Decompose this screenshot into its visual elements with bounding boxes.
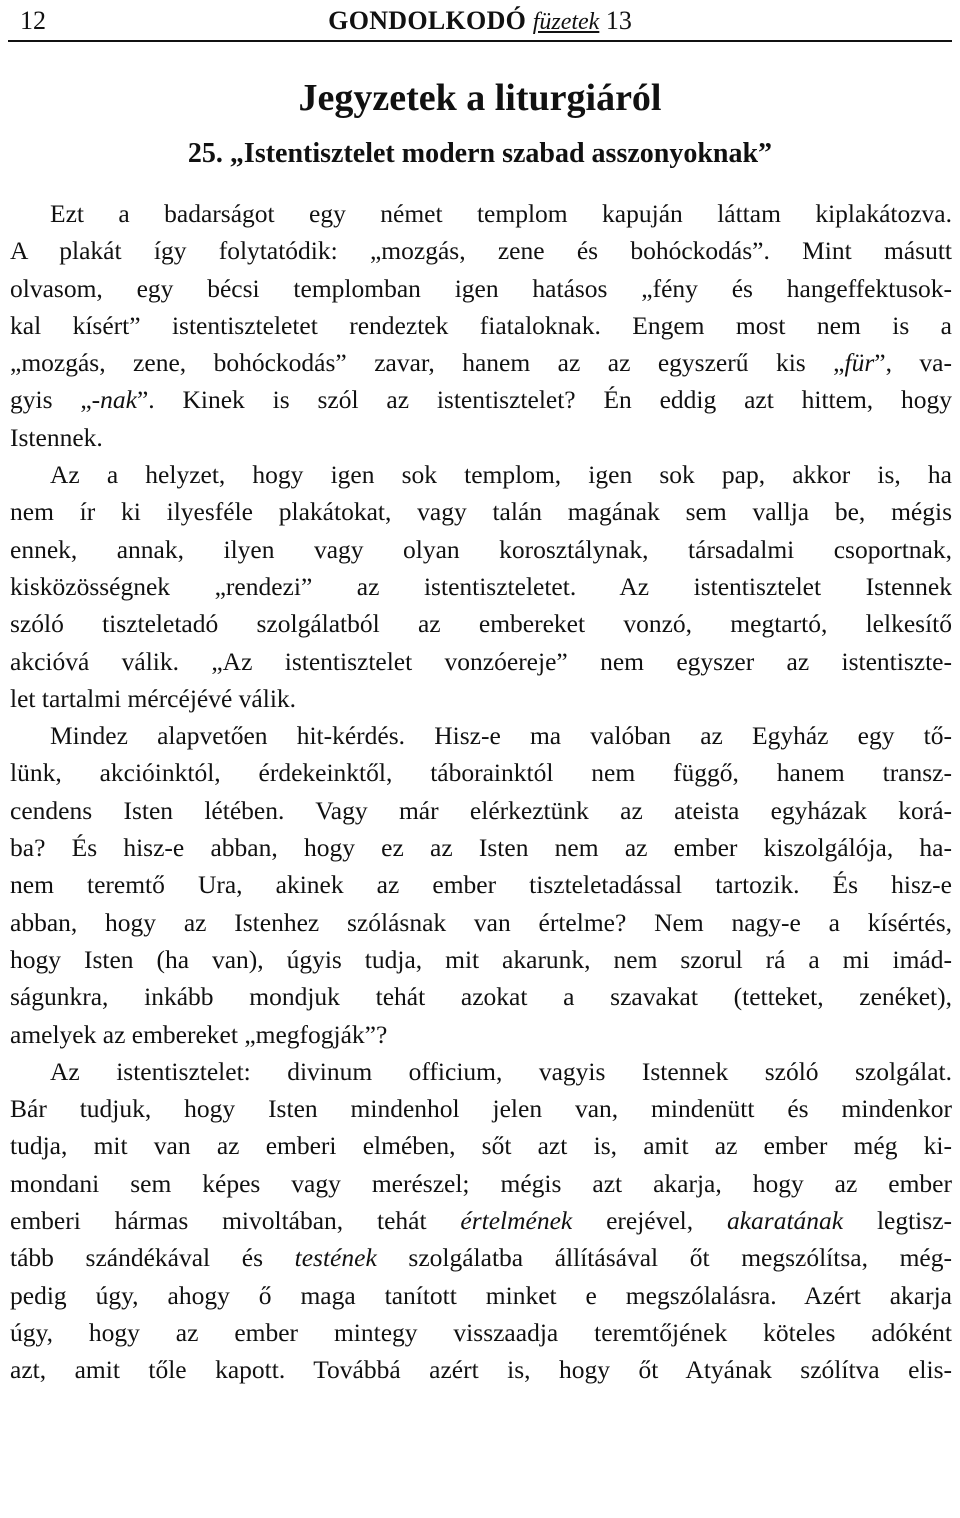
text-line bbox=[10, 1314, 952, 1351]
text-line bbox=[10, 493, 952, 530]
text-line bbox=[10, 941, 952, 978]
text-line bbox=[10, 270, 952, 307]
text-run: tudja, mit van az emberi elmében, sőt azt is, amit az ember még ki- bbox=[10, 1131, 952, 1161]
page-header bbox=[8, 4, 952, 42]
text-run: legtisz- bbox=[843, 1206, 953, 1236]
text-run: ”, va- bbox=[874, 348, 952, 378]
journal-subtitle: füzetek bbox=[532, 9, 600, 35]
text-line bbox=[10, 1053, 952, 1090]
text-line bbox=[10, 456, 952, 493]
text-line bbox=[10, 1277, 952, 1314]
text-line bbox=[10, 232, 952, 269]
italic-word: -nak bbox=[91, 385, 137, 415]
running-head bbox=[8, 6, 952, 36]
text-line bbox=[10, 680, 952, 717]
text-run: Ezt a badarságot egy német templom kapuján láttam kiplakátozva. bbox=[50, 199, 952, 228]
text-line bbox=[10, 978, 952, 1015]
text-line bbox=[10, 344, 952, 381]
italic-word: für bbox=[844, 348, 875, 378]
text-line bbox=[10, 605, 952, 642]
text-run: szóló tiszteletadó szolgálatból az embereket vonzó, megtartó, lelkesítő bbox=[10, 609, 952, 639]
page-number: 12 bbox=[20, 6, 46, 35]
text-line bbox=[10, 1090, 952, 1127]
text-run: ennek, annak, ilyen vagy olyan korosztálynak, társadalmi csoportnak, bbox=[10, 534, 952, 564]
italic-word: testének bbox=[294, 1243, 377, 1273]
text-run: olvasom, egy bécsi templomban igen hatásos „fény és hangeffektusok- bbox=[10, 273, 952, 303]
text-run: úgy, hogy az ember mintegy visszaadja teremtőjének köteles adóként bbox=[10, 1317, 952, 1347]
text-run: amelyek az embereket „megfogják”? bbox=[10, 1019, 388, 1049]
text-run: ba? És hisz-e abban, hogy ez az Isten nem az ember kiszolgálója, ha- bbox=[10, 833, 952, 863]
text-run: Mindez alapvetően hit-kérdés. Hisz-e ma valóban az Egyház egy tő- bbox=[50, 721, 952, 751]
text-line bbox=[10, 1165, 952, 1202]
text-run: erejével, bbox=[572, 1206, 727, 1236]
text-line bbox=[10, 1127, 952, 1164]
article-title: Jegyzetek a liturgiáról bbox=[298, 77, 662, 119]
text-line bbox=[10, 829, 952, 866]
text-run: nem ír ki ilyesféle plakátokat, vagy talán magának sem vallja be, mégis bbox=[10, 497, 952, 527]
text-run: azt, amit tőle kapott. Továbbá azért is, hogy őt Atyának szólítva elis- bbox=[10, 1355, 952, 1385]
text-line bbox=[10, 792, 952, 829]
text-run: tább szándékával és bbox=[10, 1243, 295, 1273]
text-line bbox=[10, 1351, 952, 1388]
text-line bbox=[10, 195, 952, 232]
text-run: Az istentisztelet: divinum officium, vagyis Istennek szóló szolgálat. bbox=[50, 1056, 952, 1086]
issue-number: 13 bbox=[605, 6, 632, 35]
text-run: abban, hogy az Istenhez szólásnak van értelme? Nem nagy-e a kísértés, bbox=[10, 907, 952, 937]
text-line bbox=[10, 754, 952, 791]
italic-word: akaratának bbox=[726, 1206, 844, 1236]
text-line bbox=[10, 307, 952, 344]
text-run: kal kísért” istentiszteletet rendeztek fiataloknak. Engem most nem is a bbox=[10, 310, 952, 340]
text-run: nem teremtő Ura, akinek az ember tiszteletadással tartozik. És hisz-e bbox=[10, 870, 952, 900]
text-run: Az a helyzet, hogy igen sok templom, igen sok pap, akkor is, ha bbox=[50, 460, 952, 490]
text-line bbox=[10, 866, 952, 903]
text-run: ”. Kinek is szól az istentisztelet? Én eddig azt hittem, hogy bbox=[136, 385, 952, 415]
italic-word: értelmének bbox=[460, 1206, 573, 1236]
text-line bbox=[10, 717, 952, 754]
text-run: emberi hármas mivoltában, tehát bbox=[10, 1206, 461, 1236]
text-run: let tartalmi mércéjévé válik. bbox=[10, 683, 297, 713]
text-line bbox=[10, 531, 952, 568]
text-run: szolgálatba állításával őt megszólítsa, még- bbox=[376, 1243, 952, 1273]
text-run: hogy Isten (ha van), úgyis tudja, mit akarunk, nem szorul rá a mi imád- bbox=[10, 944, 952, 974]
text-run: kisközösségnek „rendezi” az istentiszteletet. Az istentisztelet Istennek bbox=[10, 571, 952, 601]
text-line bbox=[10, 904, 952, 941]
text-line bbox=[10, 568, 952, 605]
text-run: „mozgás, zene, bohóckodás” zavar, hanem az az egyszerű kis „ bbox=[10, 348, 845, 378]
journal-name: GONDOLKODÓ bbox=[328, 6, 527, 35]
text-run: akcióvá válik. „Az istentisztelet vonzóereje” nem egyszer az istentiszte- bbox=[10, 646, 952, 676]
text-run: A plakát így folytatódik: „mozgás, zene és bohóckodás”. Mint másutt bbox=[10, 236, 952, 266]
text-line bbox=[10, 1016, 952, 1053]
text-line bbox=[10, 1239, 952, 1276]
text-line bbox=[10, 1202, 952, 1239]
text-line bbox=[10, 419, 952, 456]
text-run: Bár tudjuk, hogy Isten mindenhol jelen van, mindenütt és mindenkor bbox=[10, 1094, 952, 1124]
text-line bbox=[10, 381, 952, 418]
section-heading: 25. „Istentisztelet modern szabad asszonyoknak” bbox=[187, 138, 773, 169]
text-run: gyis „ bbox=[10, 385, 92, 415]
text-line bbox=[10, 643, 952, 680]
text-run: mondani sem képes vagy merészel; mégis azt akarja, hogy az ember bbox=[10, 1168, 952, 1198]
text-run: cendens Isten létében. Vagy már elérkeztünk az ateista egyházak korá- bbox=[10, 795, 952, 825]
text-run: Istennek. bbox=[10, 422, 103, 452]
text-run: ságunkra, inkább mondjuk tehát azokat a szavakat (tetteket, zenéket), bbox=[10, 982, 952, 1012]
text-run: pedig úgy, ahogy ő maga tanított minket e megszólalásra. Azért akarja bbox=[10, 1280, 952, 1310]
text-run: lünk, akcióinktól, érdekeinktől, táborainktól nem függő, hanem transz- bbox=[10, 758, 952, 788]
body-text bbox=[10, 195, 952, 1389]
